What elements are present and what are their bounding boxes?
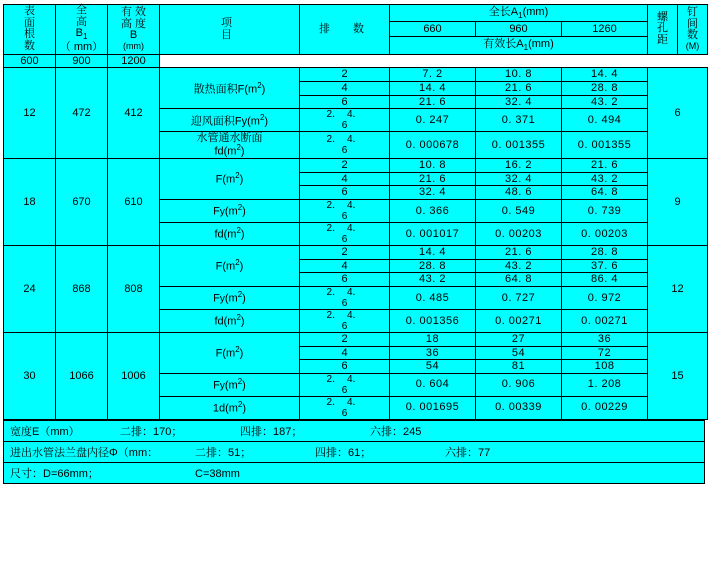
cell-value: 108 (562, 360, 648, 374)
cell-value: 0. 549 (476, 199, 562, 222)
cell-value: 14. 4 (390, 81, 476, 95)
header-surface-root: 表 面 根 数 (4, 5, 56, 55)
cell-rows: 2． 4． 6 (300, 132, 390, 159)
cell-surface-root: 12 (4, 68, 56, 159)
cell-bolt-pitch: 12 (648, 245, 708, 332)
cell-item-f: $F(m^2)$ (160, 245, 300, 286)
footer-width-line (4, 420, 705, 441)
header-nail-pitch: 钉 间 数 (M) (678, 5, 708, 55)
cell-rows: 4 (300, 259, 390, 273)
cell-item-fd: $fd(m^2)$ (160, 222, 300, 245)
table-row (4, 332, 708, 346)
cell-value: 36 (562, 332, 648, 346)
header-item: 项 目 (160, 5, 300, 55)
cell-value: 43. 2 (562, 172, 648, 186)
footer-width-label: 宽度E（mm） (10, 425, 80, 438)
heat-exchanger-spec-table (3, 4, 708, 420)
cell-value: 21. 6 (476, 245, 562, 259)
cell-rows: 2 (300, 159, 390, 173)
cell-surface-root: 24 (4, 245, 56, 332)
cell-value: 43. 2 (562, 95, 648, 109)
cell-value: 10. 8 (390, 159, 476, 173)
cell-value: 1. 208 (562, 373, 648, 396)
header-full-length: 全长$A_1(mm)$ (390, 5, 648, 22)
cell-surface-root: 30 (4, 332, 56, 419)
cell-rows: 2． 4． 6 (300, 109, 390, 132)
cell-item-f: $F(m^2)$ (160, 332, 300, 373)
cell-value: 54 (476, 346, 562, 360)
cell-value: 0. 494 (562, 109, 648, 132)
cell-value: 0. 001355 (476, 132, 562, 159)
cell-value: 43. 2 (390, 273, 476, 287)
cell-value: 0. 00271 (562, 309, 648, 332)
cell-surface-root: 18 (4, 159, 56, 246)
cell-value: 21. 6 (390, 172, 476, 186)
cell-value: 72 (562, 346, 648, 360)
cell-rows: 2． 4． 6 (300, 396, 390, 419)
header-effective-length: 有效长$A_1(mm)$ (390, 37, 648, 54)
header-row-4 (4, 54, 708, 68)
footer-width-2row: 二排：170； (120, 425, 183, 438)
cell-value: 10. 8 (476, 68, 562, 82)
cell-value: 28. 8 (390, 259, 476, 273)
cell-value: 0. 000678 (390, 132, 476, 159)
cell-effective-height: 610 (108, 159, 160, 246)
cell-value: 54 (390, 360, 476, 374)
header-rows: 排 数 (300, 5, 390, 55)
footer-row-width (4, 420, 705, 441)
cell-value: 0. 00339 (476, 396, 562, 419)
cell-value: 32. 4 (390, 186, 476, 200)
cell-effective-height: 412 (108, 68, 160, 159)
cell-value: 0. 00203 (476, 222, 562, 245)
table-row (4, 68, 708, 82)
footer-width-4row: 四排：187； (240, 425, 303, 438)
cell-value: 14. 4 (562, 68, 648, 82)
header-full-length-960: 960 (476, 22, 562, 37)
cell-effective-height: 1006 (108, 332, 160, 419)
cell-value: 0. 366 (390, 199, 476, 222)
cell-value: 0. 001017 (390, 222, 476, 245)
cell-value: 81 (476, 360, 562, 374)
cell-value: 64. 8 (562, 186, 648, 200)
cell-value: 0. 972 (562, 286, 648, 309)
cell-value: 21. 6 (390, 95, 476, 109)
cell-item-fy: $Fy(m^2)$ (160, 286, 300, 309)
cell-value: 16. 2 (476, 159, 562, 173)
header-effective-length-1200: 1200 (108, 54, 160, 68)
footer-size-line (4, 462, 705, 483)
cell-value: 43. 2 (476, 259, 562, 273)
cell-value: 0. 604 (390, 373, 476, 396)
cell-value: 14. 4 (390, 245, 476, 259)
table-row (4, 159, 708, 173)
cell-value: 21. 6 (562, 159, 648, 173)
cell-value: 28. 8 (562, 245, 648, 259)
cell-value: 0. 371 (476, 109, 562, 132)
footer-width-6row: 六排：245 (370, 425, 422, 438)
cell-value: 64. 8 (476, 273, 562, 287)
cell-value: 0. 00203 (562, 222, 648, 245)
cell-value: 37. 6 (562, 259, 648, 273)
footer-flange-label: 进出水管法兰盘内径Φ（mm： (10, 446, 159, 459)
footer-size-d: 尺寸：D=66mm； (10, 467, 99, 480)
cell-bolt-pitch: 15 (648, 332, 708, 419)
header-bolt-hole: 螺 孔 距 (648, 5, 678, 55)
cell-value: 0. 00271 (476, 309, 562, 332)
cell-item-fd: 水管通水断面 $fd(m^2)$ (160, 132, 300, 159)
cell-item-fy: $Fy(m^2)$ (160, 199, 300, 222)
cell-item-f: $F(m^2)$ (160, 159, 300, 200)
cell-rows: 4 (300, 81, 390, 95)
cell-value: 0. 001356 (390, 309, 476, 332)
cell-value: 0. 247 (390, 109, 476, 132)
cell-rows: 2 (300, 332, 390, 346)
cell-rows: 2． 4． 6 (300, 199, 390, 222)
cell-bolt-pitch: 9 (648, 159, 708, 246)
header-effective-length-600: 600 (4, 54, 56, 68)
cell-item-fy: 迎风面积$Fy(m^2)$ (160, 109, 300, 132)
cell-value: 0. 906 (476, 373, 562, 396)
cell-rows: 2 (300, 68, 390, 82)
footer-flange-4row: 四排：61； (315, 446, 372, 459)
cell-value: 28. 8 (562, 81, 648, 95)
cell-value: 0. 485 (390, 286, 476, 309)
cell-value: 48. 6 (476, 186, 562, 200)
cell-rows: 6 (300, 273, 390, 287)
cell-value: 32. 4 (476, 95, 562, 109)
footer-flange-line (4, 441, 705, 462)
header-effective-length-900: 900 (56, 54, 108, 68)
header-effective-height: 有 效 高 度 B (mm) (108, 5, 160, 55)
cell-rows: 6 (300, 95, 390, 109)
cell-value: 7. 2 (390, 68, 476, 82)
cell-value: 0. 739 (562, 199, 648, 222)
footer-flange-6row: 六排：77 (445, 446, 491, 459)
cell-rows: 2． 4． 6 (300, 286, 390, 309)
footer-row-flange (4, 441, 705, 462)
cell-value: 0. 727 (476, 286, 562, 309)
footer-notes-table (3, 420, 705, 484)
cell-effective-height: 808 (108, 245, 160, 332)
cell-total-height: 868 (56, 245, 108, 332)
cell-rows: 2． 4． 6 (300, 222, 390, 245)
cell-rows: 6 (300, 360, 390, 374)
cell-rows: 2 (300, 245, 390, 259)
cell-value: 86. 4 (562, 273, 648, 287)
cell-rows: 6 (300, 186, 390, 200)
table-row (4, 245, 708, 259)
header-full-length-1260: 1260 (562, 22, 648, 37)
cell-item-f: 散热面积$F(m^2)$ (160, 68, 300, 109)
footer-flange-2row: 二排：51； (195, 446, 252, 459)
cell-rows: 4 (300, 346, 390, 360)
cell-item-fy: $Fy(m^2)$ (160, 373, 300, 396)
cell-value: 27 (476, 332, 562, 346)
header-full-length-660: 660 (390, 22, 476, 37)
cell-total-height: 472 (56, 68, 108, 159)
cell-total-height: 1066 (56, 332, 108, 419)
footer-size-c: C=38mm (195, 467, 240, 480)
cell-value: 21. 6 (476, 81, 562, 95)
cell-value: 0. 001695 (390, 396, 476, 419)
cell-value: 32. 4 (476, 172, 562, 186)
header-total-height: 全 高 $B_1$ （ mm） (56, 5, 108, 55)
cell-value: 36 (390, 346, 476, 360)
cell-value: 0. 00229 (562, 396, 648, 419)
cell-rows: 2． 4． 6 (300, 373, 390, 396)
cell-bolt-pitch: 6 (648, 68, 708, 159)
cell-item-fd: $fd(m^2)$ (160, 309, 300, 332)
footer-row-size (4, 462, 705, 483)
cell-rows: 2． 4． 6 (300, 309, 390, 332)
cell-total-height: 670 (56, 159, 108, 246)
cell-rows: 4 (300, 172, 390, 186)
header-row-1 (4, 5, 708, 22)
cell-value: 0. 001355 (562, 132, 648, 159)
cell-item-fd: $1d(m^2)$ (160, 396, 300, 419)
cell-value: 18 (390, 332, 476, 346)
